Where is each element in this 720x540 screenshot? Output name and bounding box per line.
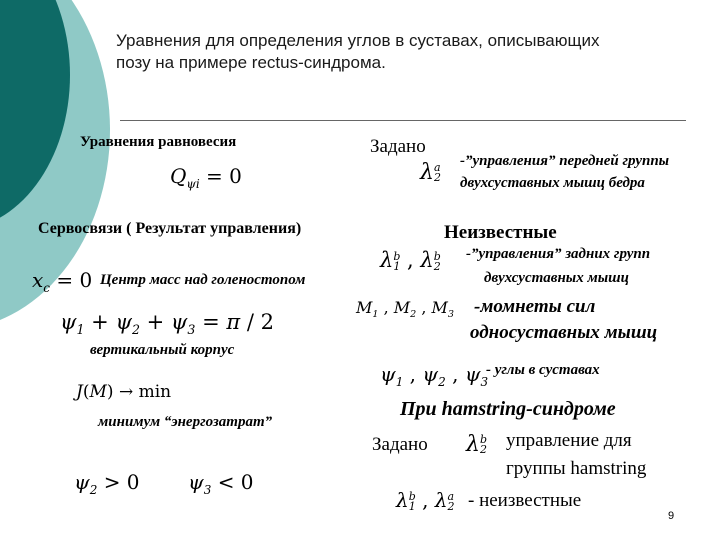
given-lambda-symbol: λ a 2	[420, 160, 441, 185]
slide-title: Уравнения для определения углов в суставах, описывающих позу на примере rectus-синдрома.	[116, 31, 600, 72]
title-divider	[120, 120, 686, 121]
unknown-lambda-desc-2: двухсуставных мышц	[484, 270, 629, 286]
xc-equation: $x_c = 0$	[32, 268, 93, 295]
xc-label: Центр масс над голеностопом	[100, 272, 306, 288]
psi-sum-equation: $\psi_1 + \psi_2 + \psi_3 = \pi / 2$	[60, 310, 274, 338]
hamstring-given-desc-2: группы hamstring	[506, 458, 647, 479]
hamstring-unknown-symbols: λ b 1 , λ a 2	[396, 488, 455, 513]
equilibrium-equation: $Q_{\psi i} = 0$	[170, 164, 242, 191]
unknown-moment-desc-1: -момнеты сил	[474, 296, 596, 317]
hamstring-unknown-desc: - неизвестные	[468, 490, 582, 511]
psi-sum-label: вертикальный корпус	[90, 342, 235, 358]
j-min-label: минимум “энергозатрат”	[98, 414, 273, 430]
unknown-lambda-symbols: λ b 1 , λ b 2	[380, 248, 441, 273]
unknown-heading: Неизвестные	[444, 222, 557, 243]
hamstring-heading: При hamstring-синдроме	[400, 398, 616, 420]
hamstring-given-desc-1: управление для	[506, 430, 632, 451]
unknown-lambda-desc-1: -”управления” задних групп	[466, 246, 651, 262]
psi3-inequality: $\psi_3 < 0$	[188, 470, 254, 497]
hamstring-given-symbol: λ b 2	[466, 432, 487, 457]
unknown-psi-symbols: $\psi_1$ , $\psi_2$ , $\psi_3$	[380, 362, 489, 389]
hamstring-given-label: Задано	[372, 434, 428, 455]
j-min-equation: J(M) → min	[76, 382, 172, 402]
equilibrium-heading: Уравнения равновесия	[80, 134, 237, 150]
given-description: -”управления” передней группы двухсуставных мышц бедра	[460, 153, 670, 191]
given-heading: Задано	[370, 136, 426, 157]
psi2-inequality: $\psi_2 > 0$	[74, 470, 140, 497]
unknown-moment-symbols: $M_1$ , $M_2$ , $M_3$	[356, 298, 455, 321]
page-number: 9	[668, 510, 675, 522]
unknown-moment-desc-2: односуставных мышц	[470, 322, 658, 343]
unknown-psi-desc: - углы в суставах	[486, 362, 600, 378]
servo-heading: Сервосвязи ( Результат управления)	[38, 220, 302, 237]
